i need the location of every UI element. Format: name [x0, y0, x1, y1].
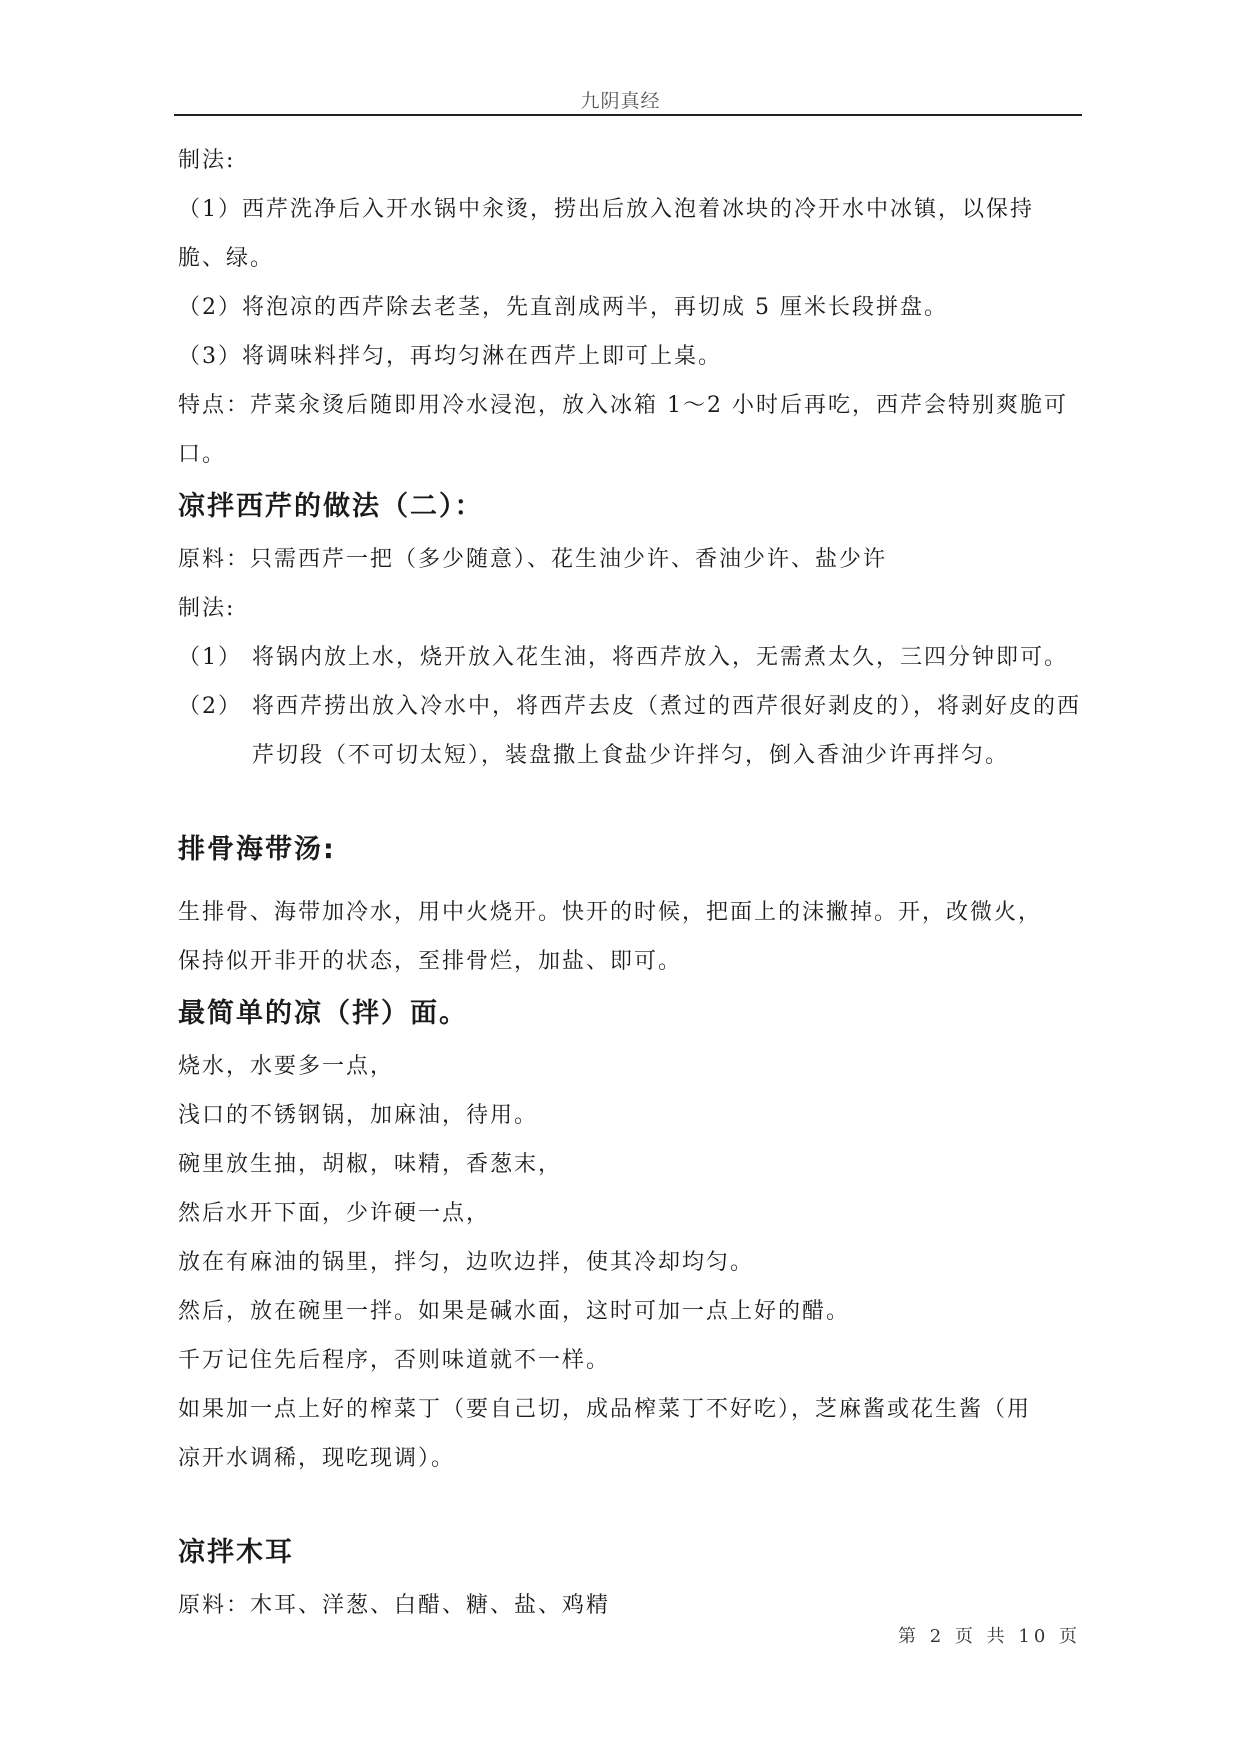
- method-label-2: 制法:: [178, 596, 236, 621]
- noodles-line-5: 放在有麻油的锅里，拌匀，边吹边拌，使其冷却均匀。: [178, 1250, 755, 1275]
- noodles-line-2: 浅口的不锈钢锅，加麻油，待用。: [178, 1103, 539, 1128]
- feature-text: 特点：芹菜汆烫后随即用冷水浸泡，放入冰箱 1～2 小时后再吃，西芹会特别爽脆可: [178, 393, 1068, 418]
- list-item-number: （1）: [178, 645, 242, 670]
- list-item: [178, 633, 1088, 682]
- rib-soup-text-cont: 保持似开非开的状态，至排骨烂，加盐、即可。: [178, 949, 683, 974]
- heading-rib-soup: 排骨海带汤:: [178, 834, 336, 865]
- method-label: 制法:: [178, 148, 236, 173]
- heading-celery-2: 凉拌西芹的做法（二）：: [178, 491, 484, 522]
- document-body: [178, 136, 1088, 1630]
- noodles-line-7: 千万记住先后程序，否则味道就不一样。: [178, 1348, 611, 1373]
- noodles-line-4: 然后水开下面，少许硬一点，: [178, 1201, 491, 1226]
- step-3: （3）将调味料拌匀，再均匀淋在西芹上即可上桌。: [178, 344, 722, 369]
- step-2: （2）将泡凉的西芹除去老茎，先直剖成两半，再切成 5 厘米长段拼盘。: [178, 295, 948, 320]
- header-rule: [174, 114, 1082, 116]
- list-item-text: 将锅内放上水，烧开放入花生油，将西芹放入，无需煮太久，三四分钟即可。: [252, 645, 1069, 670]
- noodles-line-1: 烧水，水要多一点，: [178, 1054, 395, 1079]
- page-number: 第 2 页 共 10 页: [898, 1626, 1081, 1647]
- noodles-line-9: 凉开水调稀，现吃现调）。: [178, 1446, 456, 1471]
- step-1-cont: 脆、绿。: [178, 246, 275, 271]
- step-1: （1）西芹洗净后入开水锅中汆烫，捞出后放入泡着冰块的冷开水中冰镇，以保持: [178, 197, 1034, 222]
- page-header-title: 九阴真经: [580, 90, 661, 112]
- noodles-line-3: 碗里放生抽，胡椒，味精，香葱末，: [178, 1152, 563, 1177]
- ingredients-celery-2: 原料：只需西芹一把（多少随意）、花生油少许、香油少许、盐少许: [178, 547, 888, 572]
- rib-soup-text: 生排骨、海带加冷水，用中火烧开。快开的时候，把面上的沫撇掉。开，改微火，: [178, 900, 1043, 925]
- heading-cold-noodles: 最简单的凉（拌）面。: [178, 998, 468, 1029]
- noodles-line-6: 然后，放在碗里一拌。如果是碱水面，这时可加一点上好的醋。: [178, 1299, 851, 1324]
- feature-text-cont: 口。: [178, 442, 227, 467]
- list-item: [178, 682, 1088, 780]
- wood-ear-ingredients: 原料：木耳、洋葱、白醋、糖、盐、鸡精: [178, 1593, 611, 1618]
- list-item-text: 将西芹捞出放入冷水中，将西芹去皮（煮过的西芹很好剥皮的），将剥好皮的西芹切段（不可切太短），装盘撒上食盐少许拌匀，倒入香油少许再拌匀。: [252, 694, 1082, 768]
- noodles-line-8: 如果加一点上好的榨菜丁（要自己切，成品榨菜丁不好吃），芝麻酱或花生酱（用: [178, 1397, 1032, 1422]
- list-item-number: （2）: [178, 694, 242, 719]
- heading-wood-ear: 凉拌木耳: [178, 1537, 294, 1568]
